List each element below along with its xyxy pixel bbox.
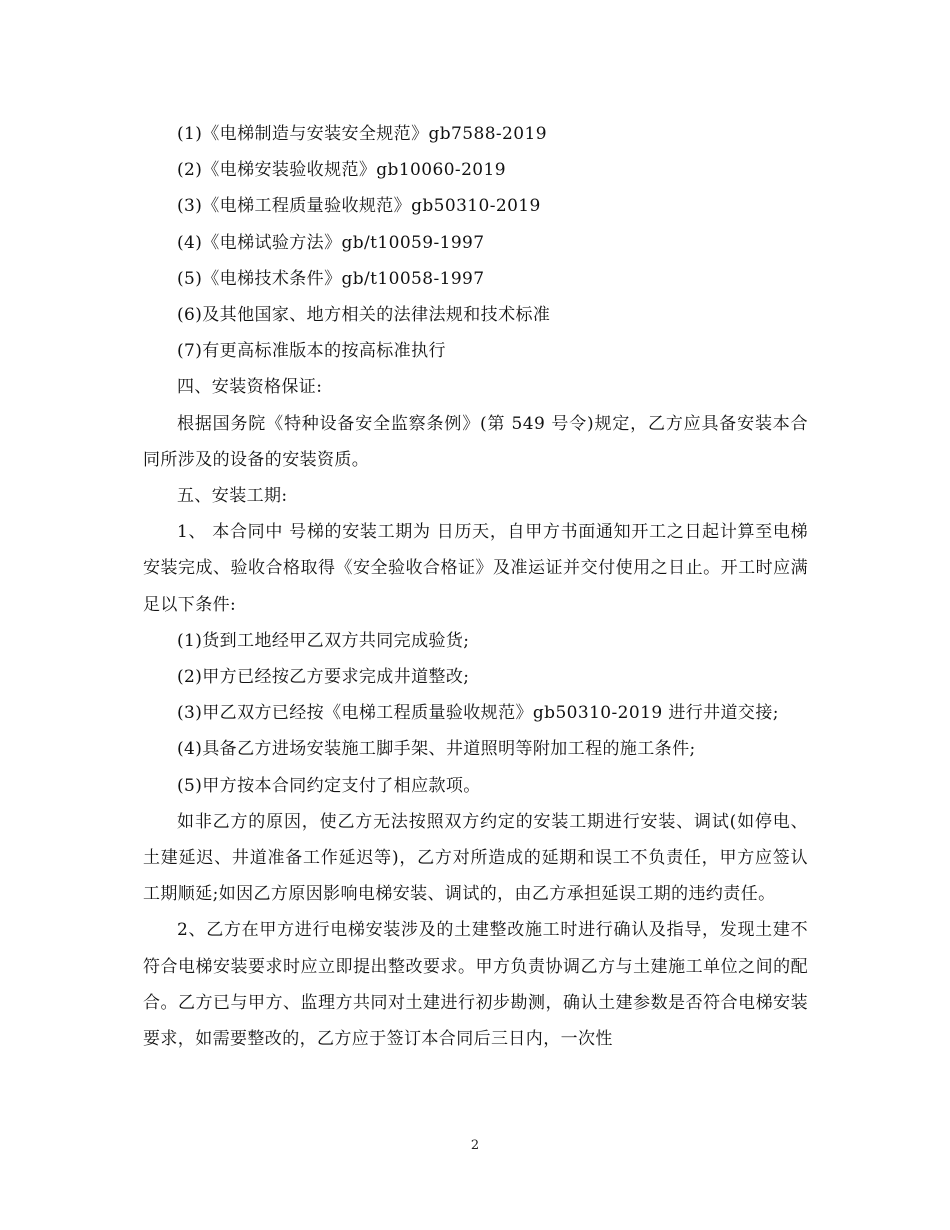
schedule-clause-1: 1、 本合同中 号梯的安装工期为 日历天，自甲方书面通知开工之日起计算至电梯安装完成、验收合格取得《安全验收合格证》及准运证并交付使用之日止。开工时应满足以下条件: <box>143 522 808 615</box>
standard-item-6: (6)及其他国家、地方相关的法律法规和技术标准 <box>177 305 551 326</box>
standard-item-4: (4)《电梯试验方法》gb/t10059-1997 <box>177 232 485 253</box>
page-number: 2 <box>470 1138 480 1153</box>
start-condition-2: (2)甲方已经按乙方要求完成井道整改; <box>177 667 470 688</box>
section-heading-qualification: 四、安装资格保证: <box>177 377 323 398</box>
section-heading-schedule: 五、安装工期: <box>177 486 288 507</box>
standard-item-5: (5)《电梯技术条件》gb/t10058-1997 <box>177 268 485 289</box>
qualification-paragraph: 根据国务院《特种设备安全监察条例》(第 549 号令)规定，乙方应具备安装本合同所涉及的设备的安装资质。 <box>143 413 808 470</box>
schedule-clause-2: 2、乙方在甲方进行电梯安装涉及的土建整改施工时进行确认及指导，发现土建不符合电梯安装要求时应立即提出整改要求。甲方负责协调乙方与土建施工单位之间的配合。乙方已与甲方、监理方共同对土建进行初步勘测，确认土建参数是否符合电梯安装要求，如需要整改的，乙方应于签订本合同后三日内，一次性 <box>143 920 808 1050</box>
standard-item-3: (3)《电梯工程质量验收规范》gb50310-2019 <box>177 196 541 217</box>
start-condition-1: (1)货到工地经甲乙双方共同完成验货; <box>177 630 470 651</box>
document-body <box>143 116 808 1057</box>
start-condition-5: (5)甲方按本合同约定支付了相应款项。 <box>177 775 481 796</box>
start-condition-3: (3)甲乙双方已经按《电梯工程质量验收规范》gb50310-2019 进行井道交接; <box>177 703 779 724</box>
delay-responsibility-paragraph: 如非乙方的原因，使乙方无法按照双方约定的安装工期进行安装、调试(如停电、土建延迟、井道准备工作延迟等)，乙方对所造成的延期和误工不负责任，甲方应签认工期顺延;如因乙方原因影响电梯安装、调试的，由乙方承担延误工期的违约责任。 <box>143 811 808 905</box>
start-condition-4: (4)具备乙方进场安装施工脚手架、井道照明等附加工程的施工条件; <box>177 739 696 760</box>
standard-item-2: (2)《电梯安装验收规范》gb10060-2019 <box>177 160 506 181</box>
standard-item-1: (1)《电梯制造与安装安全规范》gb7588-2019 <box>177 124 547 144</box>
standard-item-7: (7)有更高标准版本的按高标准执行 <box>177 341 446 362</box>
